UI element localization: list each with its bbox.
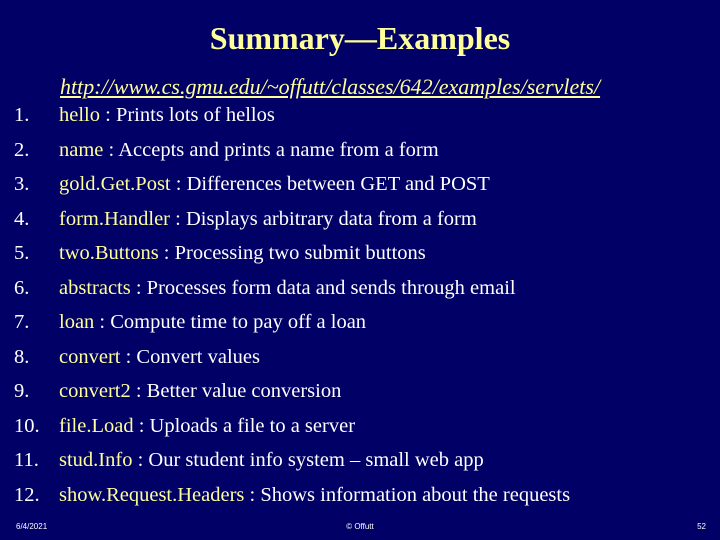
item-text	[59, 277, 516, 300]
item-number: 5.	[14, 242, 30, 264]
item-number: 11.	[14, 449, 39, 471]
item-description: : Displays arbitrary data from a form	[170, 207, 477, 230]
item-text	[59, 242, 426, 265]
examples-url-link[interactable]: http://www.cs.gmu.edu/~offutt/classes/642/examples/servlets/	[60, 74, 601, 99]
item-name: hello	[59, 104, 100, 126]
item-description: : Uploads a file to a server	[133, 414, 356, 437]
item-name: two.Buttons	[59, 242, 159, 264]
item-name: convert	[59, 345, 121, 368]
item-description: : Our student info system – small web app	[132, 449, 484, 471]
item-text	[59, 449, 484, 472]
item-number: 9.	[14, 380, 30, 402]
item-number: 1.	[14, 104, 30, 126]
item-text	[59, 104, 275, 127]
item-description: : Better value conversion	[130, 380, 342, 402]
item-number: 2.	[14, 138, 30, 161]
item-number: 8.	[14, 345, 30, 368]
item-description: : Convert values	[120, 345, 260, 368]
item-name: file.Load	[59, 414, 134, 437]
footer-date: 6/4/2021	[16, 522, 48, 531]
item-description: : Processes form data and sends through email	[130, 276, 516, 299]
item-description: : Prints lots of hellos	[100, 104, 275, 126]
item-name: convert2	[59, 380, 131, 402]
item-name: abstracts	[59, 276, 131, 299]
item-text	[59, 139, 439, 162]
footer-copyright: © Offutt	[346, 522, 374, 531]
item-description: : Compute time to pay off a loan	[94, 311, 367, 333]
item-name: show.Request.Headers	[59, 483, 245, 506]
item-name: name	[59, 138, 104, 161]
item-text	[59, 346, 260, 369]
item-name: stud.Info	[59, 449, 133, 471]
item-text	[59, 311, 366, 334]
item-number: 6.	[14, 276, 30, 299]
item-number: 12.	[14, 483, 40, 506]
item-text	[59, 415, 355, 438]
item-description: : Processing two submit buttons	[158, 242, 426, 264]
item-name: loan	[59, 311, 95, 333]
item-description: : Shows information about the requests	[244, 483, 571, 506]
item-description: : Differences between GET and POST	[170, 173, 490, 195]
item-text	[59, 173, 490, 196]
item-number: 3.	[14, 173, 30, 195]
item-name: form.Handler	[59, 207, 170, 230]
item-number: 10.	[14, 414, 40, 437]
item-text	[59, 380, 341, 403]
item-number: 7.	[14, 311, 30, 333]
slide-title: Summary—Examples	[209, 20, 511, 56]
footer-page-number: 52	[697, 522, 706, 531]
item-text	[59, 208, 477, 231]
item-number: 4.	[14, 207, 30, 230]
item-description: : Accepts and prints a name from a form	[103, 138, 439, 161]
item-name: gold.Get.Post	[59, 173, 171, 195]
item-text	[59, 484, 570, 507]
